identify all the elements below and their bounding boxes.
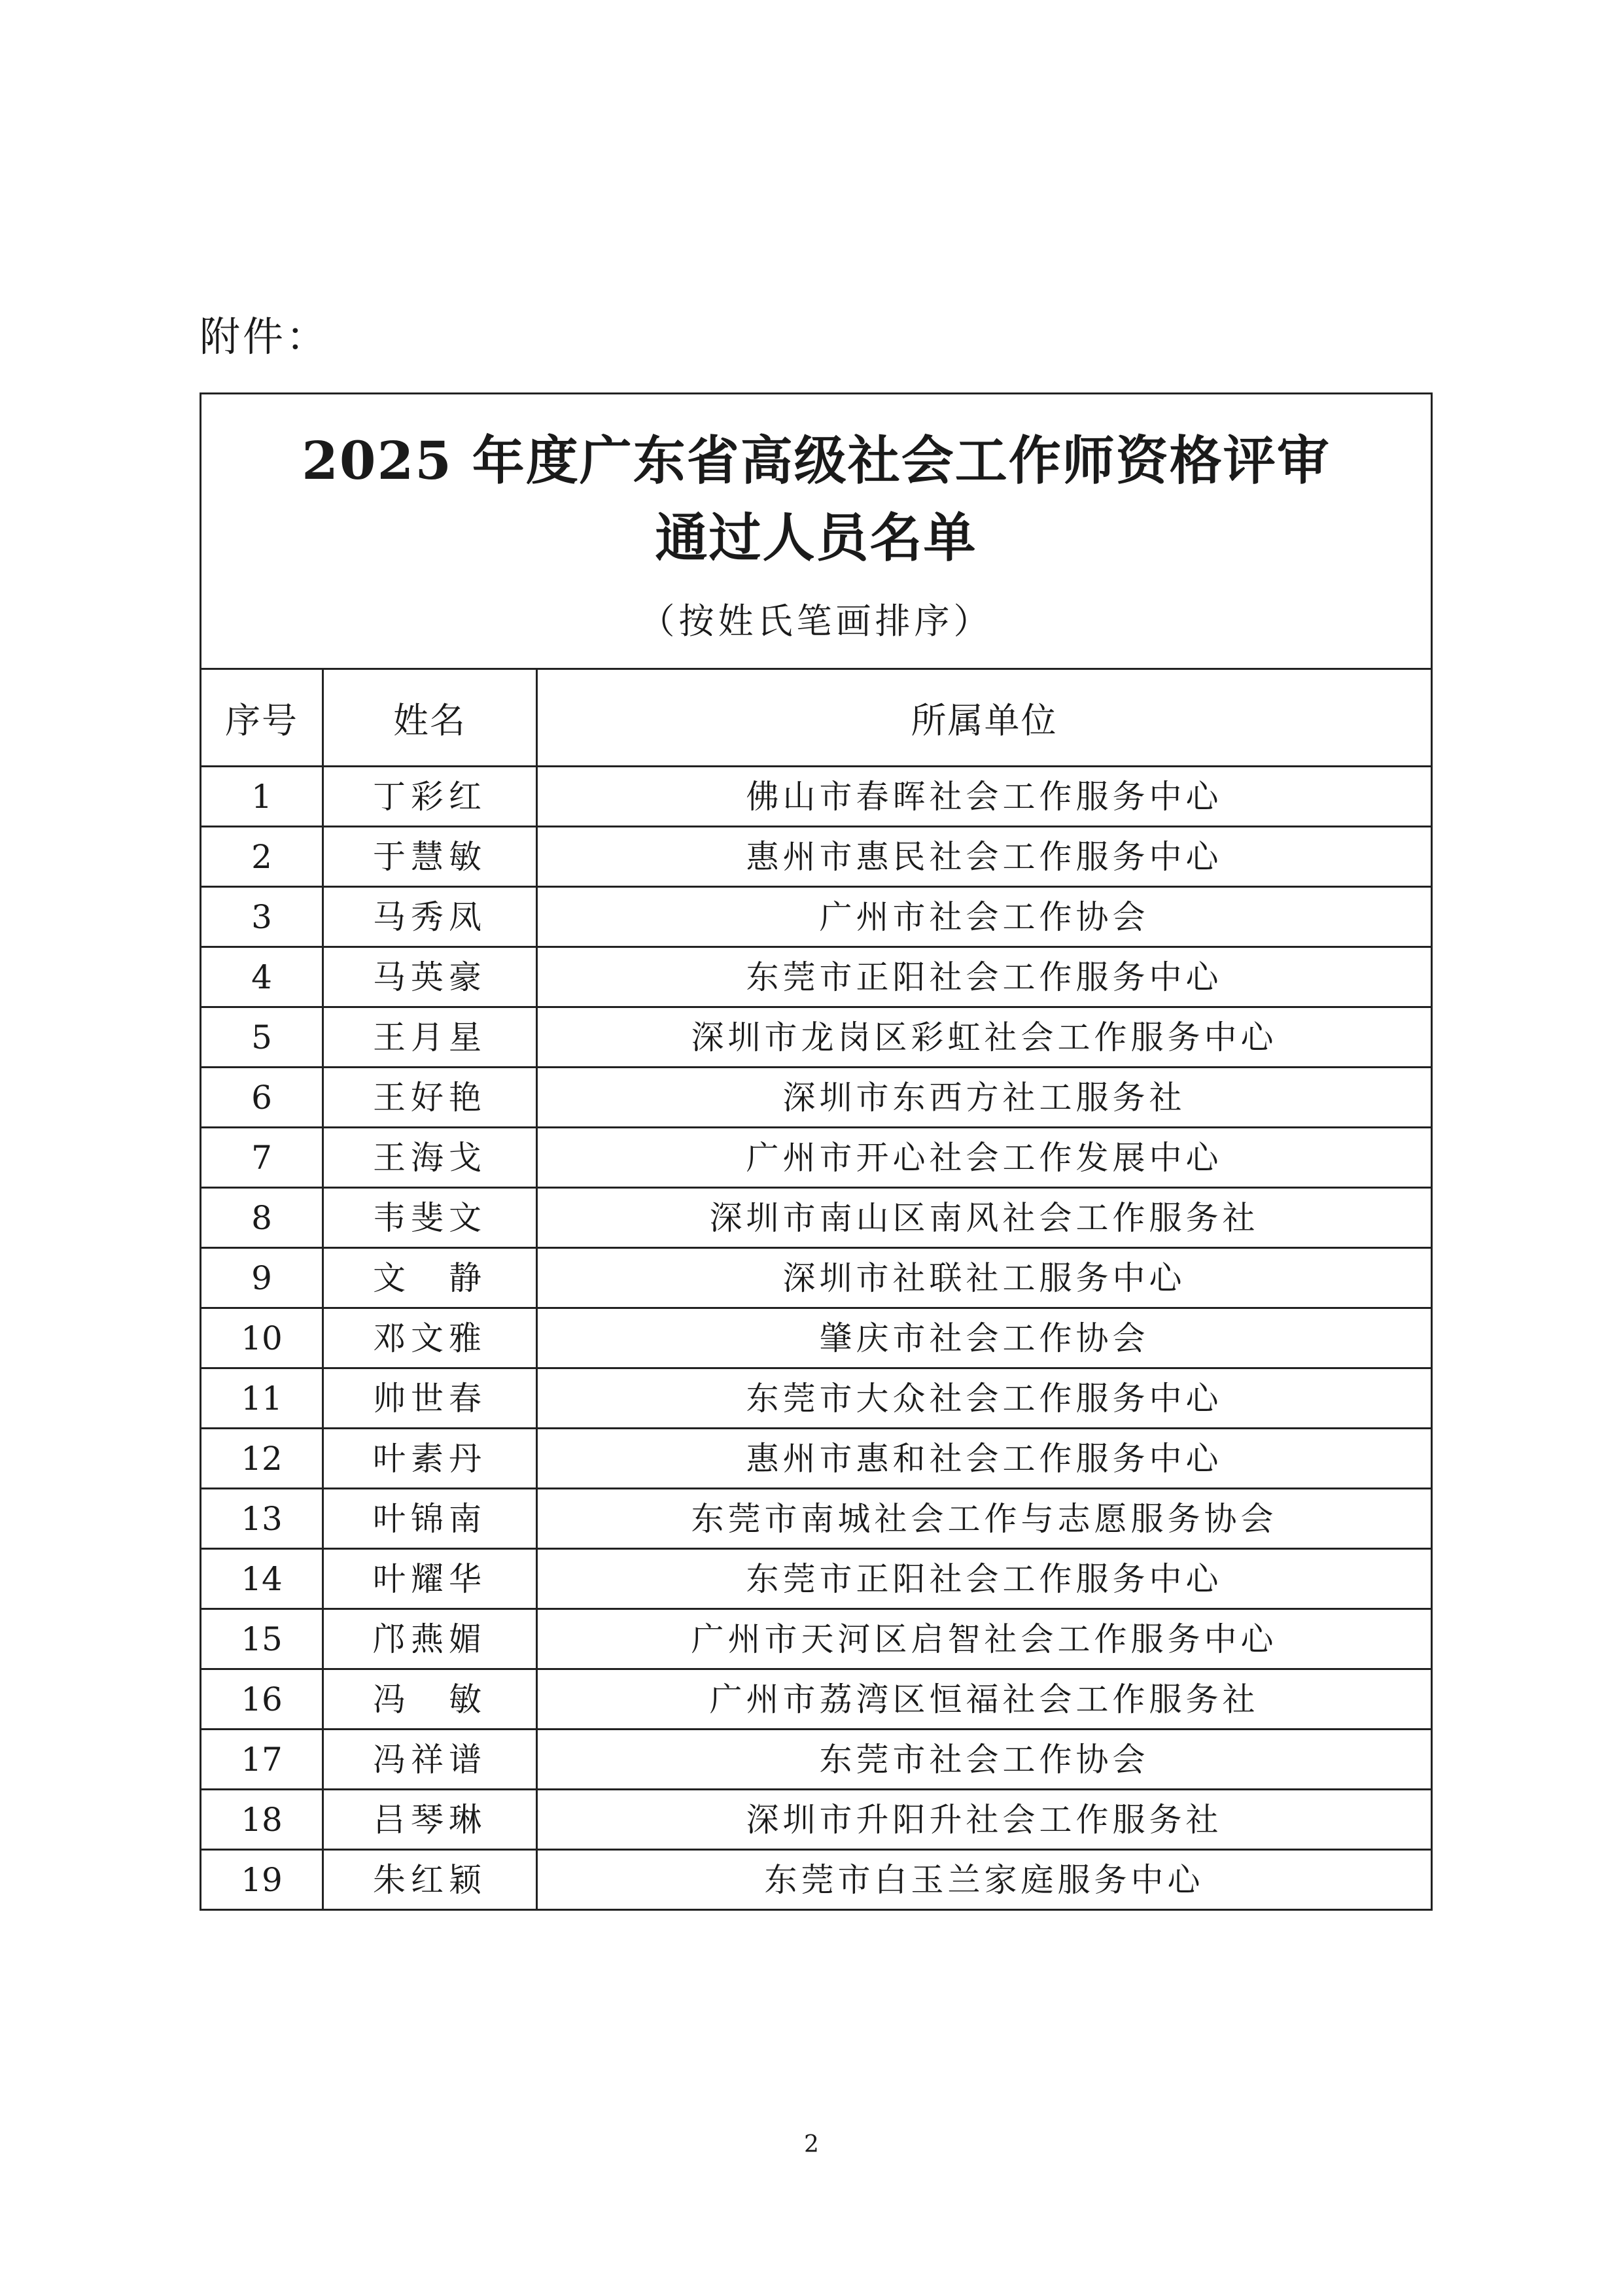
table-row xyxy=(201,1188,1432,1248)
row-index-cell: 19 xyxy=(201,1850,323,1910)
table-header-row xyxy=(201,669,1432,767)
row-name-cell: 王好艳 xyxy=(323,1068,537,1128)
row-name-cell: 文 静 xyxy=(323,1248,537,1308)
document-title: 2025 年度广东省高级社会工作师资格评审 xyxy=(302,430,1331,491)
row-name-cell: 韦斐文 xyxy=(323,1188,537,1248)
row-index-cell: 5 xyxy=(201,1007,323,1068)
table-row xyxy=(201,1248,1432,1308)
page-number: 2 xyxy=(804,2131,819,2158)
row-name-cell: 叶锦南 xyxy=(323,1489,537,1549)
row-name-cell: 王海戈 xyxy=(323,1128,537,1188)
row-name-cell: 马英豪 xyxy=(323,947,537,1007)
row-unit-cell: 东莞市社会工作协会 xyxy=(537,1730,1432,1790)
row-unit-cell: 东莞市正阳社会工作服务中心 xyxy=(537,1549,1432,1609)
row-name-cell: 冯祥谱 xyxy=(323,1730,537,1790)
row-unit-cell: 东莞市南城社会工作与志愿服务协会 xyxy=(537,1489,1432,1549)
column-header-index: 序号 xyxy=(201,669,323,767)
attachment-label: 附件： xyxy=(200,313,330,360)
row-index-cell: 18 xyxy=(201,1790,323,1850)
row-unit-cell: 佛山市春晖社会工作服务中心 xyxy=(537,767,1432,827)
row-name-cell: 帅世春 xyxy=(323,1368,537,1429)
row-name-cell: 叶耀华 xyxy=(323,1549,537,1609)
row-unit-cell: 东莞市大众社会工作服务中心 xyxy=(537,1368,1432,1429)
row-name-cell: 叶素丹 xyxy=(323,1429,537,1489)
row-index-cell: 13 xyxy=(201,1489,323,1549)
table-row xyxy=(201,1850,1432,1910)
row-index-cell: 11 xyxy=(201,1368,323,1429)
row-index-cell: 16 xyxy=(201,1669,323,1730)
row-index-cell: 3 xyxy=(201,887,323,947)
row-unit-cell: 广州市开心社会工作发展中心 xyxy=(537,1128,1432,1188)
table-row xyxy=(201,1730,1432,1790)
row-unit-cell: 深圳市社联社工服务中心 xyxy=(537,1248,1432,1308)
row-name-cell: 丁彩红 xyxy=(323,767,537,827)
row-index-cell: 17 xyxy=(201,1730,323,1790)
table-row xyxy=(201,1609,1432,1669)
row-name-cell: 邓文雅 xyxy=(323,1308,537,1368)
table-row xyxy=(201,887,1432,947)
table-row xyxy=(201,1489,1432,1549)
row-index-cell: 14 xyxy=(201,1549,323,1609)
row-unit-cell: 广州市荔湾区恒福社会工作服务社 xyxy=(537,1669,1432,1730)
row-name-cell: 吕琴琳 xyxy=(323,1790,537,1850)
row-unit-cell: 深圳市东西方社工服务社 xyxy=(537,1068,1432,1128)
row-index-cell: 2 xyxy=(201,827,323,887)
title-row xyxy=(201,394,1432,669)
row-unit-cell: 惠州市惠民社会工作服务中心 xyxy=(537,827,1432,887)
title-cell xyxy=(201,394,1432,669)
row-index-cell: 10 xyxy=(201,1308,323,1368)
row-unit-cell: 深圳市龙岗区彩虹社会工作服务中心 xyxy=(537,1007,1432,1068)
row-index-cell: 4 xyxy=(201,947,323,1007)
document-title-line2: 通过人员名单 xyxy=(655,507,977,568)
table-row xyxy=(201,1068,1432,1128)
table-row xyxy=(201,1429,1432,1489)
row-unit-cell: 深圳市升阳升社会工作服务社 xyxy=(537,1790,1432,1850)
row-index-cell: 15 xyxy=(201,1609,323,1669)
row-unit-cell: 东莞市白玉兰家庭服务中心 xyxy=(537,1850,1432,1910)
row-index-cell: 12 xyxy=(201,1429,323,1489)
row-index-cell: 8 xyxy=(201,1188,323,1248)
row-name-cell: 冯 敏 xyxy=(323,1669,537,1730)
table-row xyxy=(201,827,1432,887)
roster-table xyxy=(200,392,1433,1911)
row-name-cell: 朱红颖 xyxy=(323,1850,537,1910)
table-row xyxy=(201,1368,1432,1429)
row-name-cell: 于慧敏 xyxy=(323,827,537,887)
table-row xyxy=(201,1308,1432,1368)
row-index-cell: 7 xyxy=(201,1128,323,1188)
row-unit-cell: 深圳市南山区南风社会工作服务社 xyxy=(537,1188,1432,1248)
table-row xyxy=(201,1790,1432,1850)
row-unit-cell: 肇庆市社会工作协会 xyxy=(537,1308,1432,1368)
row-name-cell: 马秀凤 xyxy=(323,887,537,947)
row-name-cell: 邝燕媚 xyxy=(323,1609,537,1669)
table-row xyxy=(201,947,1432,1007)
row-unit-cell: 广州市天河区启智社会工作服务中心 xyxy=(537,1609,1432,1669)
row-unit-cell: 东莞市正阳社会工作服务中心 xyxy=(537,947,1432,1007)
table-row xyxy=(201,767,1432,827)
column-header-name: 姓名 xyxy=(323,669,537,767)
table-row xyxy=(201,1669,1432,1730)
row-index-cell: 1 xyxy=(201,767,323,827)
sort-order-note: （按姓氏笔画排序） xyxy=(639,600,993,642)
row-index-cell: 6 xyxy=(201,1068,323,1128)
table-row xyxy=(201,1128,1432,1188)
row-unit-cell: 惠州市惠和社会工作服务中心 xyxy=(537,1429,1432,1489)
row-unit-cell: 广州市社会工作协会 xyxy=(537,887,1432,947)
table-row xyxy=(201,1007,1432,1068)
table-row xyxy=(201,1549,1432,1609)
row-index-cell: 9 xyxy=(201,1248,323,1308)
column-header-unit: 所属单位 xyxy=(537,669,1432,767)
row-name-cell: 王月星 xyxy=(323,1007,537,1068)
